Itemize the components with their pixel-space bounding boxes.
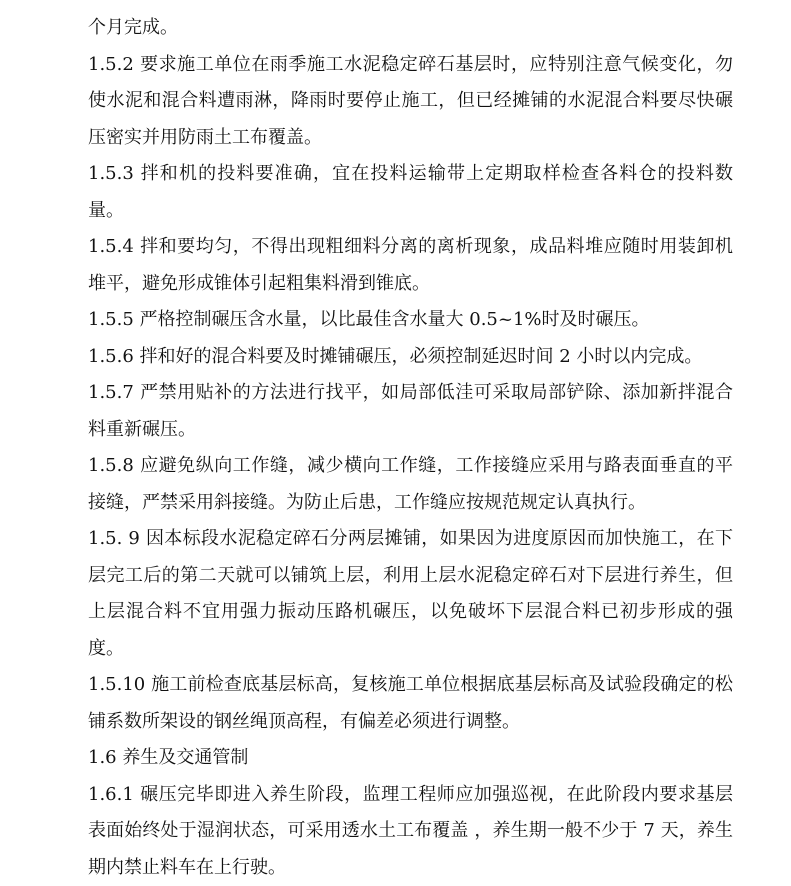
paragraph-1-5-2: 1.5.2 要求施工单位在雨季施工水泥稳定碎石基层时，应特别注意气候变化，勿使水泥和混合料遭雨淋，降雨时要停止施工，但已经摊铺的水泥混合料要尽快碾压密实并用防雨土工布覆盖。 (88, 47, 733, 157)
paragraph-1-5-3: 1.5.3 拌和机的投料要准确，宜在投料运输带上定期取样检查各料仓的投料数量。 (88, 156, 733, 229)
section-heading: 1.6 养生及交通管制 (88, 740, 733, 777)
paragraph-1-5-4: 1.5.4 拌和要均匀，不得出现粗细料分离的离析现象，成品料堆应随时用装卸机堆平，避免形成锥体引起粗集料滑到锥底。 (88, 229, 733, 302)
paragraph-1-6-1: 1.6.1 碾压完毕即进入养生阶段，监理工程师应加强巡视，在此阶段内要求基层表面始终处于湿润状态，可采用透水土工布覆盖 ，养生期一般不少于 7 天，养生期内禁止料车在上行驶。 (88, 777, 733, 886)
paragraph-1-5-9: 1.5. 9 因本标段水泥稳定碎石分两层摊铺，如果因为进度原因而加快施工，在下层完工后的第二天就可以铺筑上层，利用上层水泥稳定碎石对下层进行养生，但上层混合料不宜用强力振动压路机碾压，以免破坏下层混合料已初步形成的强度。 (88, 521, 733, 667)
paragraph-1-5-5: 1.5.5 严格控制碾压含水量，以比最佳含水量大 0.5~1%时及时碾压。 (88, 302, 733, 339)
paragraph-1-5-7: 1.5.7 严禁用贴补的方法进行找平，如局部低洼可采取局部铲除、添加新拌混合料重新碾压。 (88, 375, 733, 448)
paragraph-continuation: 个月完成。 (88, 10, 733, 47)
paragraph-1-5-6: 1.5.6 拌和好的混合料要及时摊铺碾压，必须控制延迟时间 2 小时以内完成。 (88, 339, 733, 376)
paragraph-1-5-8: 1.5.8 应避免纵向工作缝，减少横向工作缝，工作接缝应采用与路表面垂直的平接缝，严禁采用斜接缝。为防止后患，工作缝应按规范规定认真执行。 (88, 448, 733, 521)
paragraph-1-5-10: 1.5.10 施工前检查底基层标高，复核施工单位根据底基层标高及试验段确定的松铺系数所架设的钢丝绳顶高程，有偏差必须进行调整。 (88, 667, 733, 740)
